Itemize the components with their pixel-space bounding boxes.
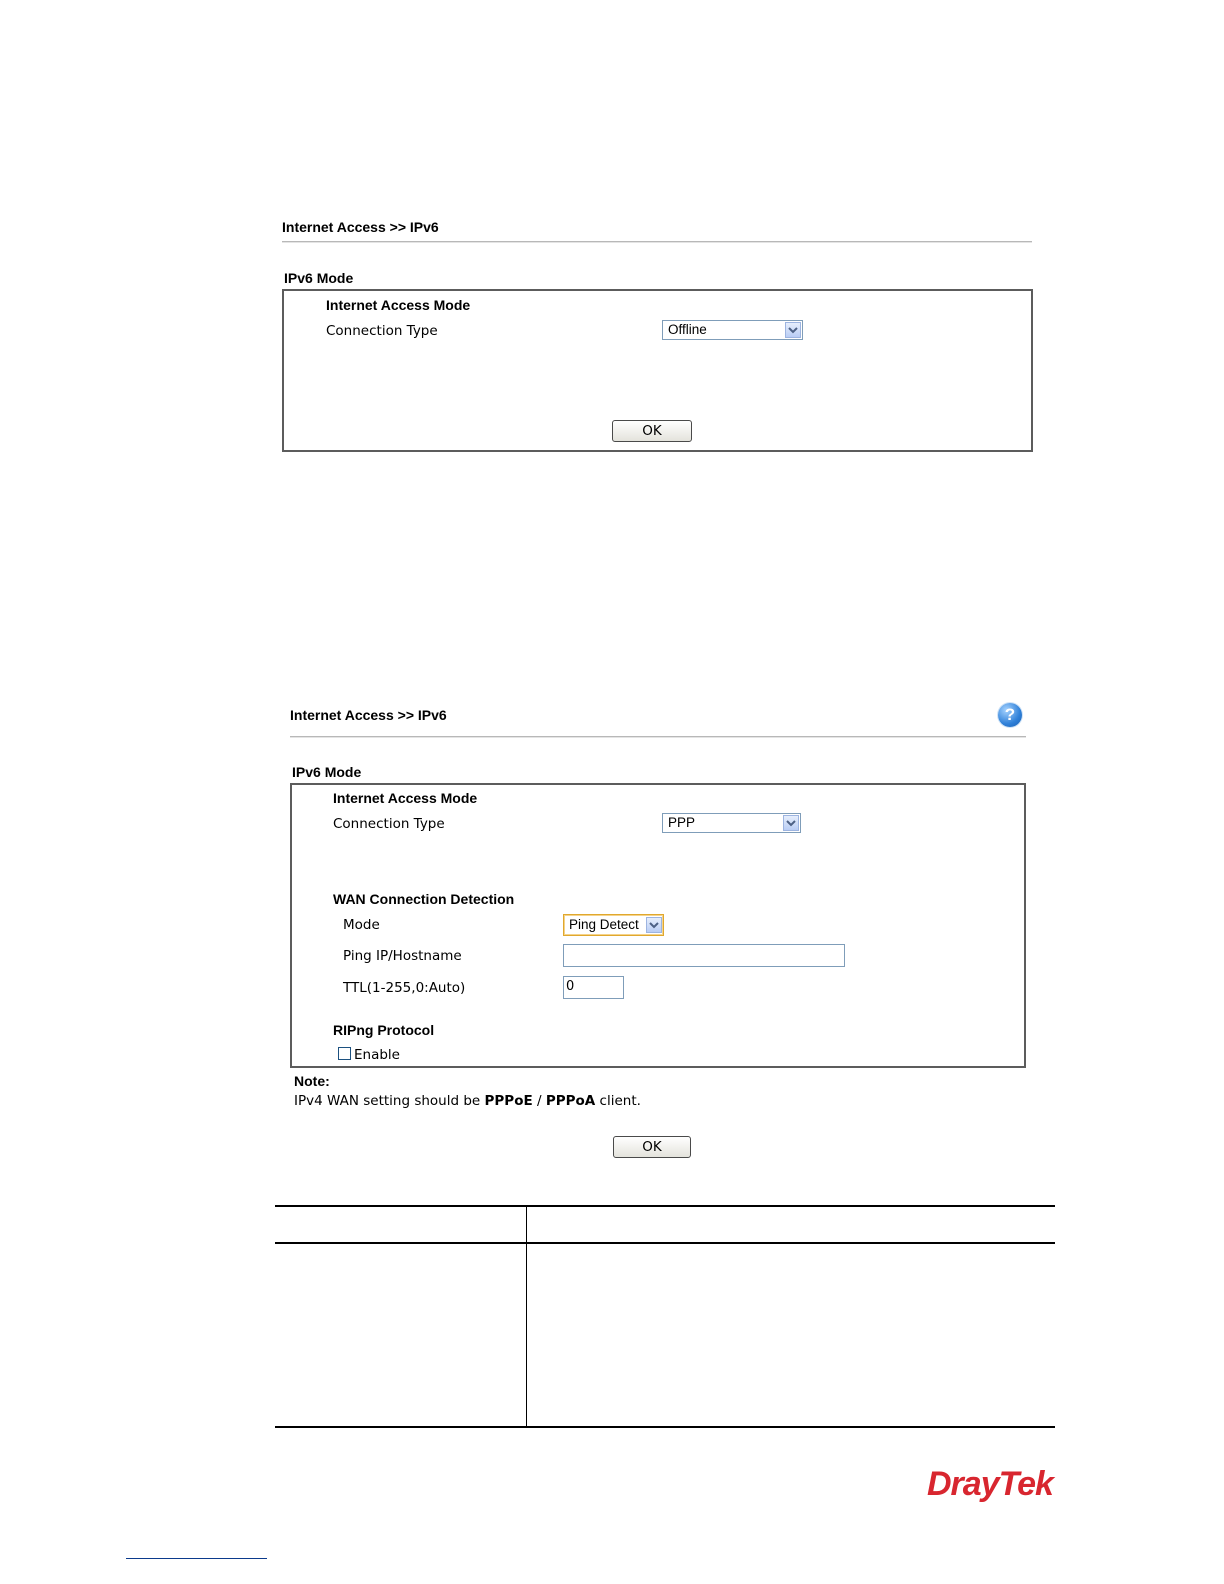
wan-detection-title: WAN Connection Detection <box>333 891 515 907</box>
note-pppoe: PPPoE <box>484 1093 533 1109</box>
section-title: IPv6 Mode <box>292 764 362 780</box>
divider <box>282 241 1032 243</box>
table-bottom-rule <box>275 1426 1055 1428</box>
note-suffix: client. <box>595 1093 641 1109</box>
connection-type-select[interactable] <box>662 813 801 833</box>
connection-type-select[interactable] <box>662 320 803 340</box>
ok-button[interactable]: OK <box>613 1136 691 1158</box>
ttl-label: TTL(1-255,0:Auto) <box>343 980 466 996</box>
note-pppoa: PPPoA <box>545 1093 596 1109</box>
ripng-enable-label[interactable]: Enable <box>354 1047 400 1063</box>
chevron-down-icon[interactable] <box>783 815 799 831</box>
draytek-logo: DrayTek <box>927 1465 1053 1503</box>
connection-type-label: Connection Type <box>326 323 438 339</box>
ping-ip-input[interactable] <box>563 944 845 967</box>
footer-link-underline <box>126 1558 267 1559</box>
mode-label: Mode <box>343 917 380 933</box>
connection-type-value: PPP <box>668 815 696 830</box>
ipv6-mode-panel <box>282 289 1033 452</box>
ripng-protocol-title: RIPng Protocol <box>333 1022 435 1038</box>
ttl-input[interactable]: 0 <box>563 976 624 999</box>
note-prefix: IPv4 WAN setting should be <box>294 1093 485 1109</box>
mode-select[interactable] <box>563 914 664 936</box>
chevron-down-icon[interactable] <box>646 917 662 933</box>
connection-type-value: Offline <box>668 322 707 337</box>
note-title: Note: <box>294 1073 330 1089</box>
breadcrumb: Internet Access >> IPv6 <box>290 707 447 723</box>
note-separator: / <box>532 1093 546 1109</box>
breadcrumb: Internet Access >> IPv6 <box>282 219 439 235</box>
note-text <box>294 1093 641 1109</box>
help-icon[interactable]: ? <box>998 703 1022 727</box>
divider <box>290 736 1026 738</box>
ok-button[interactable]: OK <box>612 420 692 442</box>
table-column-divider <box>526 1205 527 1427</box>
connection-type-label: Connection Type <box>333 816 445 832</box>
ping-ip-label: Ping IP/Hostname <box>343 948 462 964</box>
section-title: IPv6 Mode <box>284 270 354 286</box>
ripng-enable-checkbox[interactable] <box>338 1047 351 1060</box>
table-header-rule <box>275 1242 1055 1244</box>
mode-value: Ping Detect <box>569 917 639 932</box>
table-top-rule <box>275 1205 1055 1207</box>
internet-access-mode-title: Internet Access Mode <box>333 790 478 806</box>
ipv6-mode-panel <box>290 783 1026 1068</box>
internet-access-mode-title: Internet Access Mode <box>326 297 471 313</box>
chevron-down-icon[interactable] <box>785 322 801 338</box>
